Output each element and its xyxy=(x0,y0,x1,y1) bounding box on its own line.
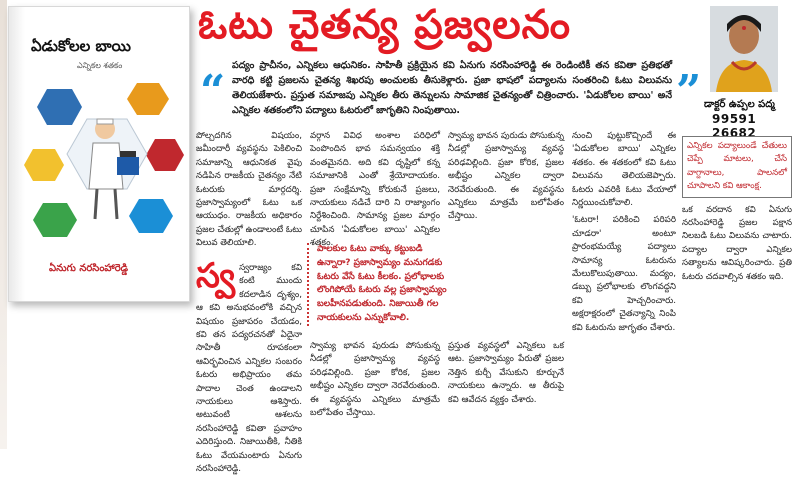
column-1-text: స్వరాజ్యం కవి కంటి ముందు కదలాడిన దృశ్యం, ఆ కవి అనుభవంలోకి వచ్చిన విషయం ప్రజాపరం చేయడం, కవి తన పద్యరచనతో ఏదైనా సాహితీ రూపకంలా ఆవిర్భవించిన ఎన్నికల సంబరం ఓటరు అభిప్రాయం తమ పాదాల చెంత ఉండాలని నాయకులు ఆశిస్తారు. అటువంటి ఆశలను నరసింహారెడ్డి కవితా ప్రవాహం ఎదిరిస్తుంది. నిజాయితీకి, నీతికి ఓటు వేయమంటారు ఏనుగు నరసింహారెడ్డి. xyxy=(196,263,302,475)
column-3-para-2: ప్రస్తుత వ్యవస్థలో ఎన్నికలు ఒక ఆట. ప్రజాస్వామ్యం పేరుతో ప్రజల నెత్తిన కుర్చీ వేసుకుని కూర్చునే నాయకులు ఉన్నారు. ఆ తీరుపై కవి ఆవేదన వ్యక్తం చేశారు. xyxy=(448,341,564,405)
column-3-bottom xyxy=(448,340,564,444)
side-box: ఎన్నికల పద్యాలుండే చేతులు చెప్పే మాటలు, చేసే వాగ్దానాలు, పాలనలో చూపాలని కవి ఆకాంక్ష. xyxy=(682,136,792,198)
column-4-para-1: నుంచి పుట్టుకొచ్చిందే ఈ 'ఏడుకోలల బాయి' ఎన్నికల శతకం. ఈ శతకంలో కవి ఓటు విలువను తెలియజెప్పారు. ఓటరు ఎవరికి ఓటు వేయాలో నిర్ణయించుకోవాలి. xyxy=(572,131,676,209)
column-0-top xyxy=(196,130,302,258)
column-4 xyxy=(572,130,676,440)
close-quote-icon: ” xyxy=(676,66,702,117)
intro-paragraph: పద్యం ప్రాచీనం, ఎన్నికలు ఆధునికం. సాహితీ ప్రక్రియైన కవి ఏనుగు నరసింహారెడ్డి ఈ రెండింటికీ తన కవితా ప్రతిభతో వారధి కట్టి ప్రజలను చైతన్య శిఖరపు అంచులకు తీసుకెళ్లారు. ప్రజా భాషలో పద్యాలను సంతరించి ఓటు విలువను తెలియజేశారు. ప్రస్తుత సమాజపు ఎన్నికల తీరు తెన్నులను సామాజిక చైతన్యంతో చిత్రించారు. 'ఏడుకోలల బాయి' అనే ఎన్నికల శతకంలోని పద్యాలు ఓటరులో జాగృతిని నింపుతాయి. xyxy=(232,60,672,116)
column-3-top xyxy=(448,130,564,238)
side-text: ఒక వరదాన కవి ఏనుగు నరసింహారెడ్డి ప్రజల పక్షాన నిలబడి ఓటు విలువను చాటారు. పద్యాల ద్వారా ఎన్నికల సత్యాలను ఆవిష్కరించారు. ప్రతి ఓటరు చదవాల్సిన శతకం ఇది. xyxy=(682,204,792,282)
open-quote-icon: “ xyxy=(200,66,226,117)
book-cover xyxy=(8,6,190,302)
drop-cap: స్వ xyxy=(196,256,236,296)
column-3-para-1: స్వామ్య భావన పురుడు పోసుకున్న నీడల్లో ప్రజాస్వామ్య వ్యవస్థ పరిఢవిల్లింది. ప్రజా కోరిక, ప్రజల అభీష్టం ఎన్నికల ద్వారా నెరవేరుతుంది. ఈ వ్యవస్థను ఎన్నికలు మాత్రమే బలోపేతం చేస్తాయి. xyxy=(448,131,564,222)
column-1 xyxy=(196,256,302,477)
side-column xyxy=(682,136,792,284)
book-subtitle: ఎన్నికల శతకం xyxy=(77,61,123,70)
column-2-bottom xyxy=(310,340,440,444)
author-name: డాక్టర్ ఉప్పల పద్మ xyxy=(704,99,775,110)
author-photo xyxy=(710,6,778,92)
column-2-top xyxy=(310,130,440,249)
headline: ఓటు చైతన్య ప్రజ్వలనం xyxy=(198,2,572,48)
book-spine xyxy=(9,7,25,301)
book-author: ఏనుగు నరసింహారెడ్డి xyxy=(49,263,129,274)
pull-quote: పాలకుల ఓటు వాక్కు కట్టుబడి ఉన్నారా? ప్రజాస్వామ్యం మనుగడకు ఓటరు వేసే ఓటు కీలకం. ప్రలోభాలకు లొంగిపోయే ఓటరు వల్ల ప్రజాస్వామ్యం బలహీనపడుతుంది. నిజాయితీ గల నాయకులను ఎన్నుకోవాలి. xyxy=(307,243,447,326)
book-title: ఏడుకోలల బాయి xyxy=(31,37,131,55)
column-0-para: పోల్చదగిన విషయం, జమీందారీ వ్యవస్థను పెకిలించి సమాజాన్ని ఆధునికత వైపు నడిపిన రాజకీయ చైతన్యం నేటి ఓటరుకు మార్గదర్శి. ప్రజాస్వామ్యంలో ఓటు ఒక ఆయుధం. రాజకీయ అధికారం ప్రజల చేతుల్లో ఉండాలంటే ఓటు విలువ తెలియాలి. xyxy=(196,131,302,249)
column-2-para-2: స్వామ్య భావన పురుడు పోసుకున్న నీడల్లో ప్రజాస్వామ్య వ్యవస్థ పరిఢవిల్లింది. ప్రజా కోరిక, ప్రజల అభీష్టం ఎన్నికల ద్వారా నెరవేరుతుంది. ఈ వ్యవస్థను ఎన్నికలు మాత్రమే బలోపేతం చేస్తాయి. xyxy=(310,341,440,419)
column-4-para-2: 'ఓటరా! పరికించి పరిపరి చూడరా' అంటూ ప్రారంభమయ్యే పద్యాలు సామాన్య ఓటరును మేలుకొలుపుతాయి. మద్యం, డబ్బు ప్రలోభాలకు లొంగవద్దని కవి హెచ్చరించారు. అక్షరాక్షరంలో చైతన్యాన్ని నింపి కవి ఓటరును జాగృతం చేశారు. xyxy=(572,215,676,333)
cover-illustration xyxy=(27,79,187,249)
author-phone: 99591 26682 xyxy=(712,112,757,140)
page-edge xyxy=(0,0,7,449)
column-2-para-1: వర్గాన వివిధ అంశాల పరిధిలో పెంపొందిన భావ సమన్వయం శక్తి వంతమైనది. అది కవి దృష్టిలో కన్న సమాజానికి ఎంతో శ్రేయోదాయకం. ప్రజా సంక్షేమాన్ని కోరుకునే ప్రజలు, నాయకులు నడిచే దారి ని రాజ్యాంగం నిర్దేశించింది. సామాన్య ప్రజల మార్గం చూపిన 'ఏడుకోలల బాయి' ఎన్నికల శతకం. xyxy=(310,131,440,249)
